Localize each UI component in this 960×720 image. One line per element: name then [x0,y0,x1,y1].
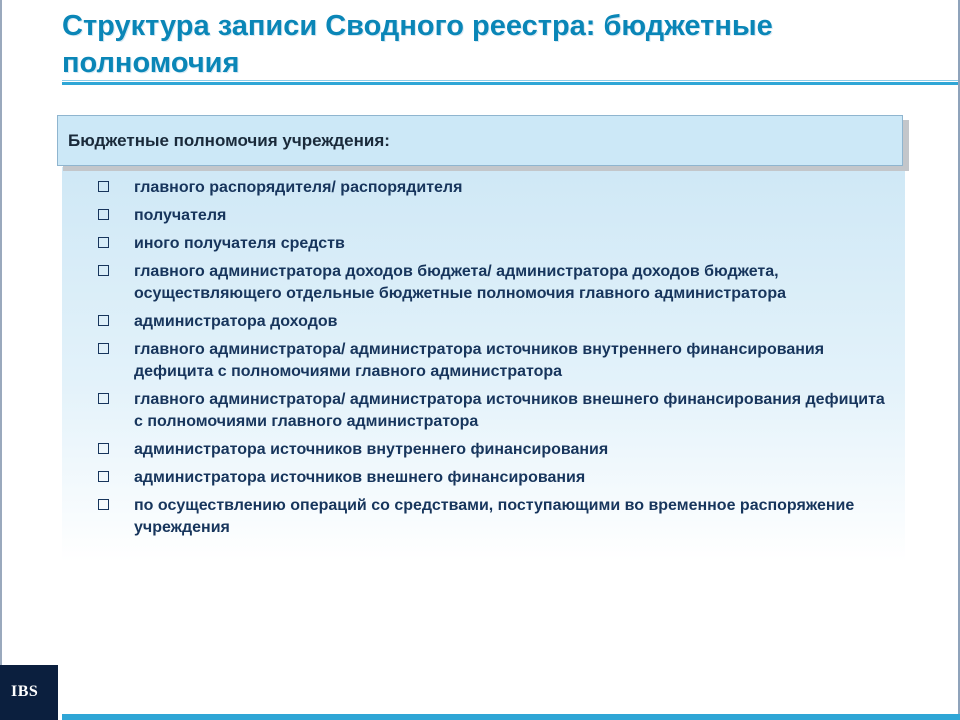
ibs-logo-text: IBS [11,683,39,700]
hollow-square-bullet-icon [98,393,109,404]
list-item-text: по осуществлению операций со средствами, поступающими во временное распоряжение учреждения [134,497,855,536]
list-item-text: главного администратора доходов бюджета/ администратора доходов бюджета, осуществляющего отдельные бюджетные полномочия главного администратора [134,263,786,302]
title-divider-thin [62,80,958,81]
list-item [98,467,898,489]
list-item-text: администратора доходов [134,313,338,330]
slide-title: Структура записи Сводного реестра: бюджетные полномочия [62,10,773,79]
list-item-text: главного распорядителя/ распорядителя [134,179,463,196]
hollow-square-bullet-icon [98,209,109,220]
list-item-text: администратора источников внутреннего финансирования [134,441,609,458]
list-item [98,389,898,433]
hollow-square-bullet-icon [98,237,109,248]
list-item-text: главного администратора/ администратора источников внутреннего финансирования дефицита с полномочиями главного администратора [134,341,825,380]
list-item-text: иного получателя средств [134,235,345,252]
list-item [98,233,898,255]
list-item [98,261,898,305]
list-item-text: администратора источников внешнего финансирования [134,469,586,486]
hollow-square-bullet-icon [98,343,109,354]
list-item [98,205,898,227]
list-item [98,439,898,461]
list-item [98,311,898,333]
section-header-box [57,115,903,166]
list-item-text: получателя [134,207,227,224]
ibs-logo [0,665,58,720]
list-item [98,495,898,539]
hollow-square-bullet-icon [98,265,109,276]
left-border-line [0,0,2,665]
authority-list [98,177,898,545]
footer-accent-bar [62,714,960,720]
list-item [98,339,898,383]
list-item-text: главного администратора/ администратора источников внешнего финансирования дефицита с полномочиями главного администратора [134,391,885,430]
hollow-square-bullet-icon [98,443,109,454]
list-item [98,177,898,199]
hollow-square-bullet-icon [98,181,109,192]
hollow-square-bullet-icon [98,471,109,482]
title-divider [62,82,958,85]
section-header-text: Бюджетные полномочия учреждения: [68,131,390,150]
hollow-square-bullet-icon [98,499,109,510]
hollow-square-bullet-icon [98,315,109,326]
